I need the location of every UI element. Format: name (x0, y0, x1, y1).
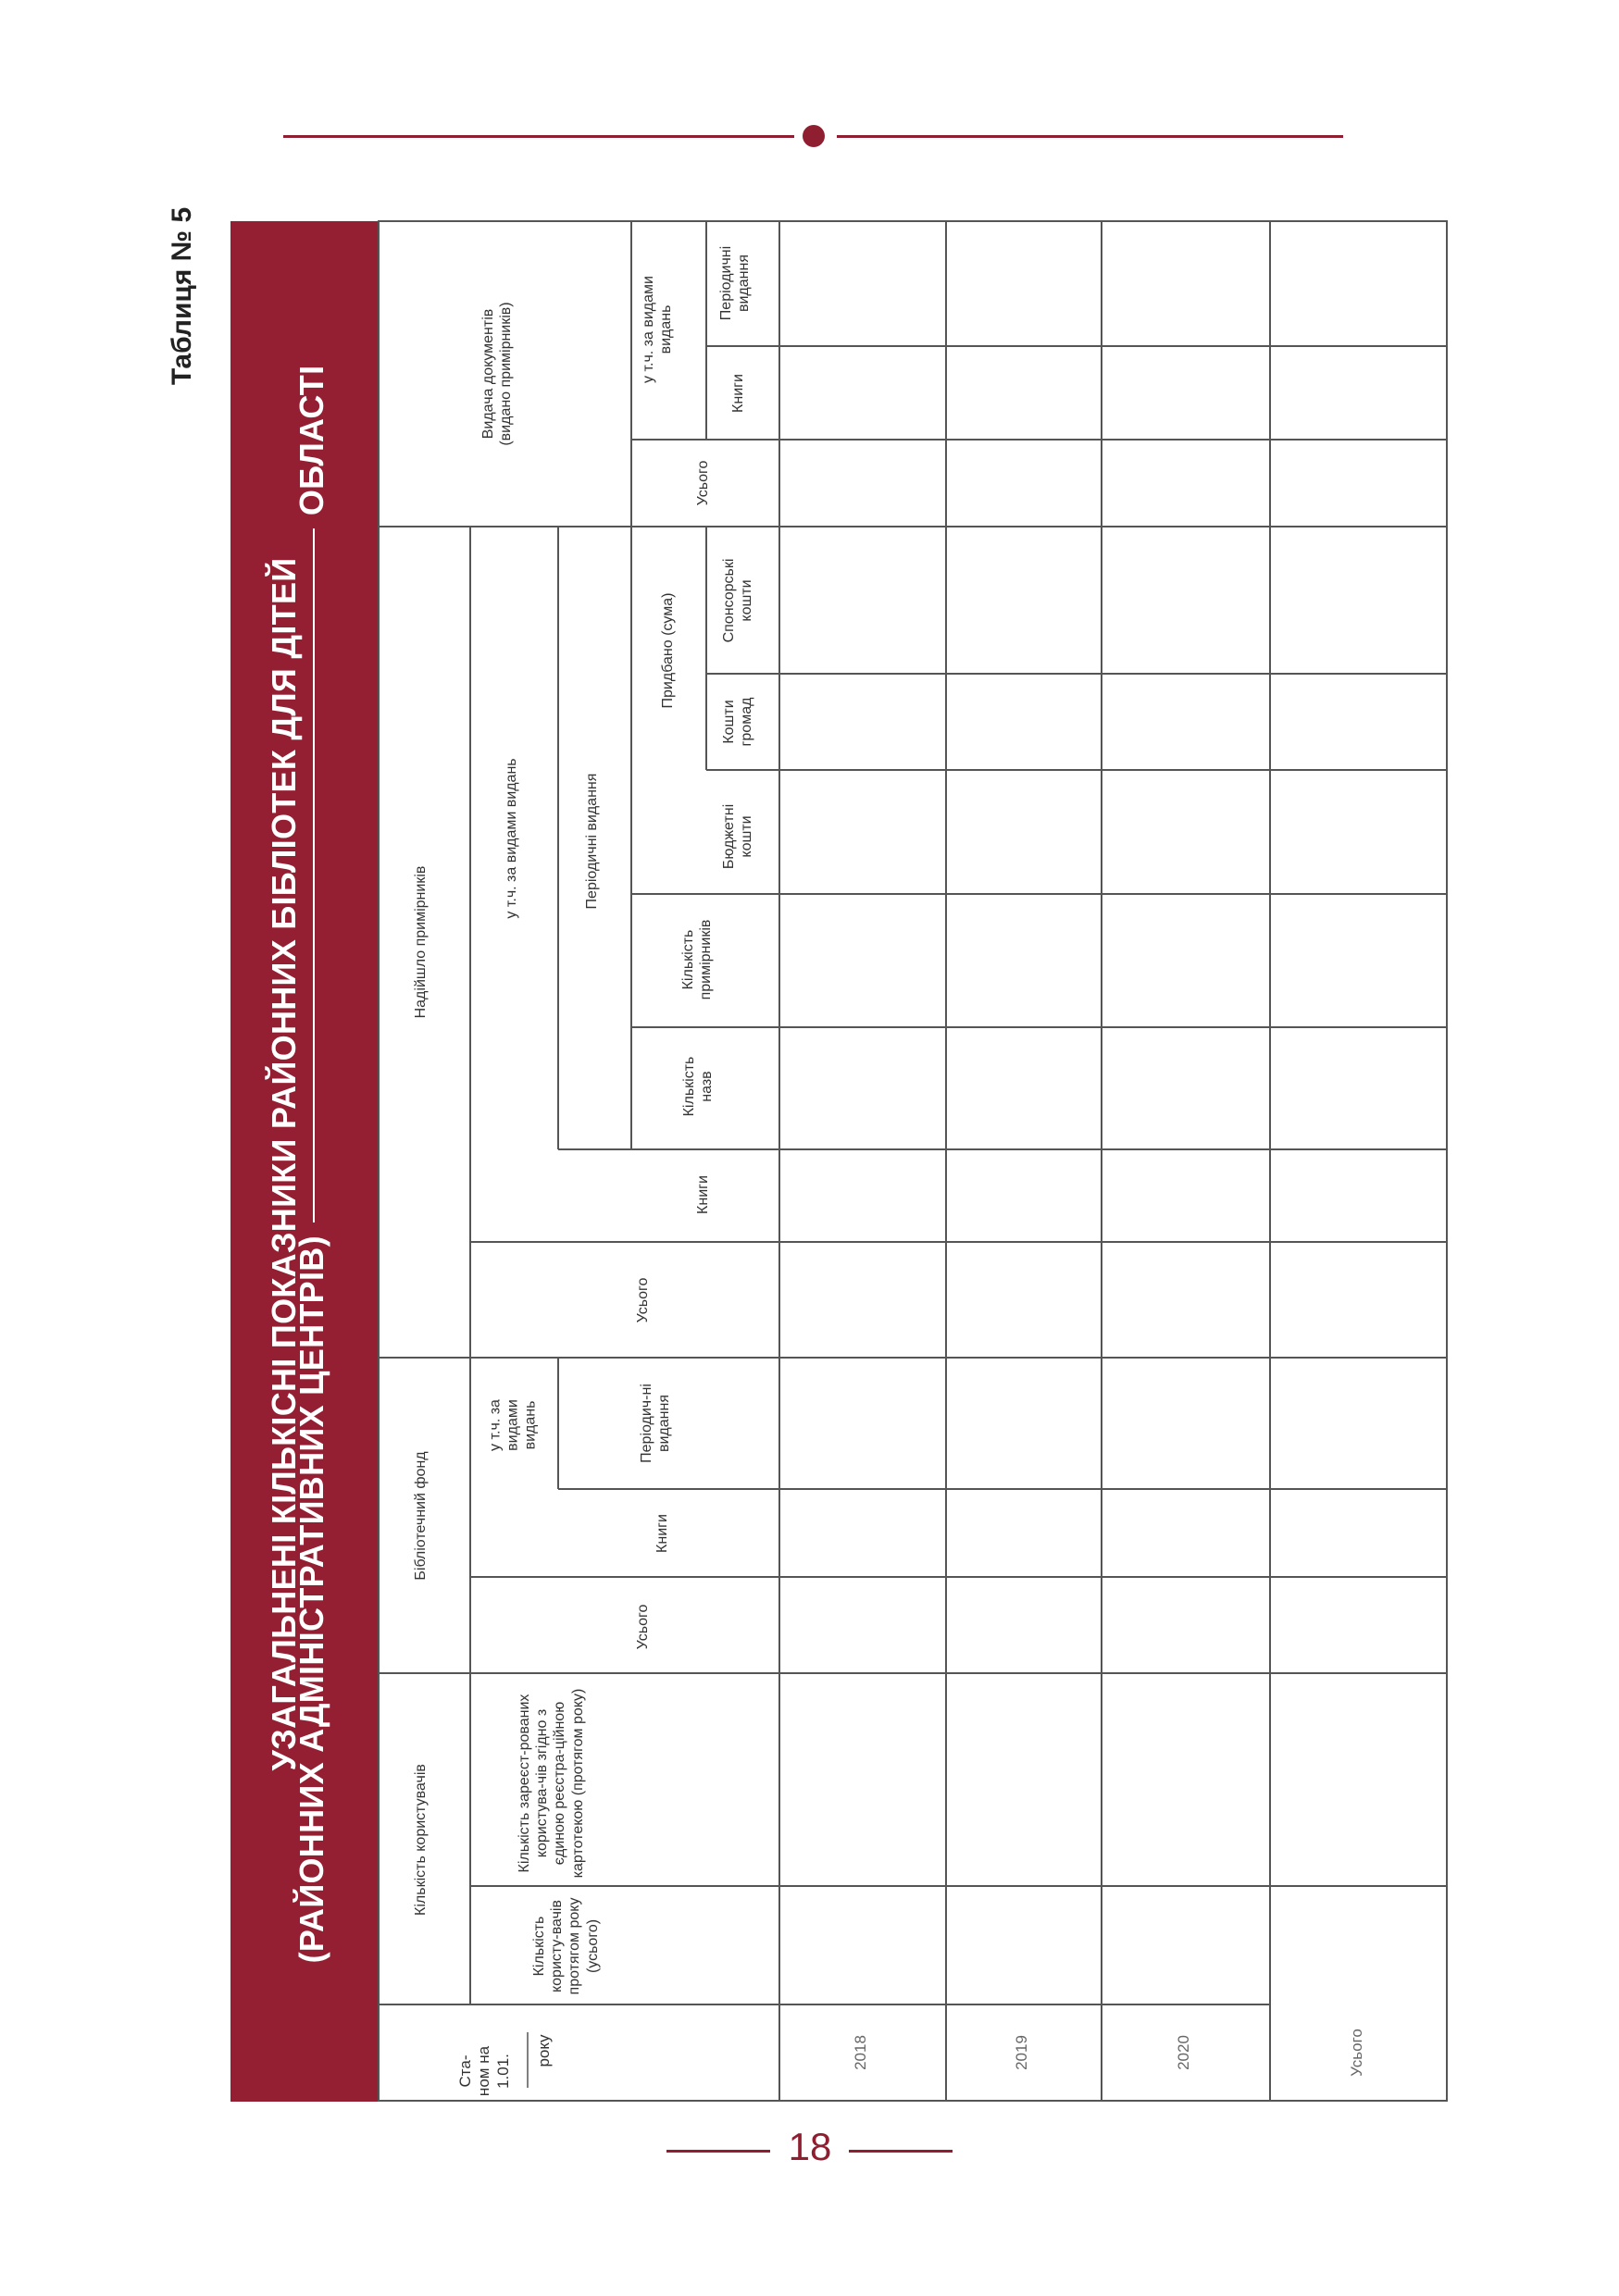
top-ornament-line-left (283, 135, 794, 138)
fund-books-header: Книги (654, 1514, 670, 1553)
users-total-header: Кількість користу-вачів протягом року (усього) (531, 1897, 601, 1995)
received-incl-header: у т.ч. за видами видань (504, 758, 519, 919)
row-label-2020: 2020 (1175, 2035, 1192, 2070)
date-header-line1: Ста- (456, 2054, 474, 2088)
title-line-2 (293, 225, 335, 2104)
title-subtitle: (РАЙОННИХ АДМІНІСТРАТИВНИХ ЦЕНТРІВ) (293, 1235, 330, 1964)
top-ornament-dot (803, 125, 825, 147)
issued-books-header: Книги (730, 374, 746, 413)
date-header-year-word: року (535, 2034, 553, 2067)
title-banner (230, 221, 378, 2102)
issued-incl-header: у т.ч. за видами видань (641, 276, 675, 383)
users-group-header: Кількість користувачів (413, 1764, 429, 1916)
received-group-header: Надійшло примірників (413, 865, 429, 1019)
sponsor-funds-header: Спонсорські кошти (721, 558, 755, 643)
row-label-total: Усього (1348, 2029, 1365, 2077)
statistics-table (378, 220, 1448, 2102)
top-ornament-line-right (837, 135, 1343, 138)
budget-funds-header: Бюджетні кошти (721, 803, 755, 870)
fund-total-header: Усього (635, 1604, 651, 1650)
received-total-header: Усього (635, 1277, 651, 1323)
row-label-2018: 2018 (852, 2035, 869, 2070)
row-label-2019: 2019 (1013, 2035, 1030, 2070)
issued-group-header: Видача документів (видано примірників) (480, 302, 515, 446)
received-periodicals-header: Періодичні видання (584, 773, 600, 910)
page-number: 18 (788, 2125, 832, 2168)
users-registered-header: Кількість зареєст-рованих користува-чів згідно з єдиною реєстра-ційною картотекою (протягом року) (517, 1688, 586, 1879)
received-copies-header: Кількість примірників (680, 919, 715, 1000)
received-titles-header: Кількість назв (681, 1056, 716, 1117)
purchased-header: Придбано (сума) (660, 592, 676, 709)
table-number-label: Таблиця № 5 (167, 206, 197, 386)
community-funds-header: Кошти громад (721, 697, 755, 747)
title-main: УЗАГАЛЬНЕНІ КІЛЬКІСНІ ПОКАЗНИКИ РАЙОННИХ БІБЛІОТЕК ДЛЯ ДІТЕЙ (265, 557, 303, 1771)
fund-periodicals-header: Періодич-ні видання (639, 1384, 673, 1463)
fund-group-header: Бібліотечний фонд (413, 1451, 429, 1581)
date-header-line3: 1.01. (493, 2054, 512, 2089)
fund-incl-header: у т.ч. за видами видань (487, 1399, 539, 1451)
received-books-header: Книги (695, 1175, 711, 1214)
title-region-suffix: ОБЛАСТІ (293, 365, 330, 516)
bottom-ornament-line-right (849, 2150, 953, 2153)
date-header-line2: ном на (475, 2045, 493, 2097)
issued-periodicals-header: Періодичні видання (718, 245, 753, 321)
issued-total-header: Усього (695, 460, 711, 506)
region-blank-line (313, 528, 315, 1222)
